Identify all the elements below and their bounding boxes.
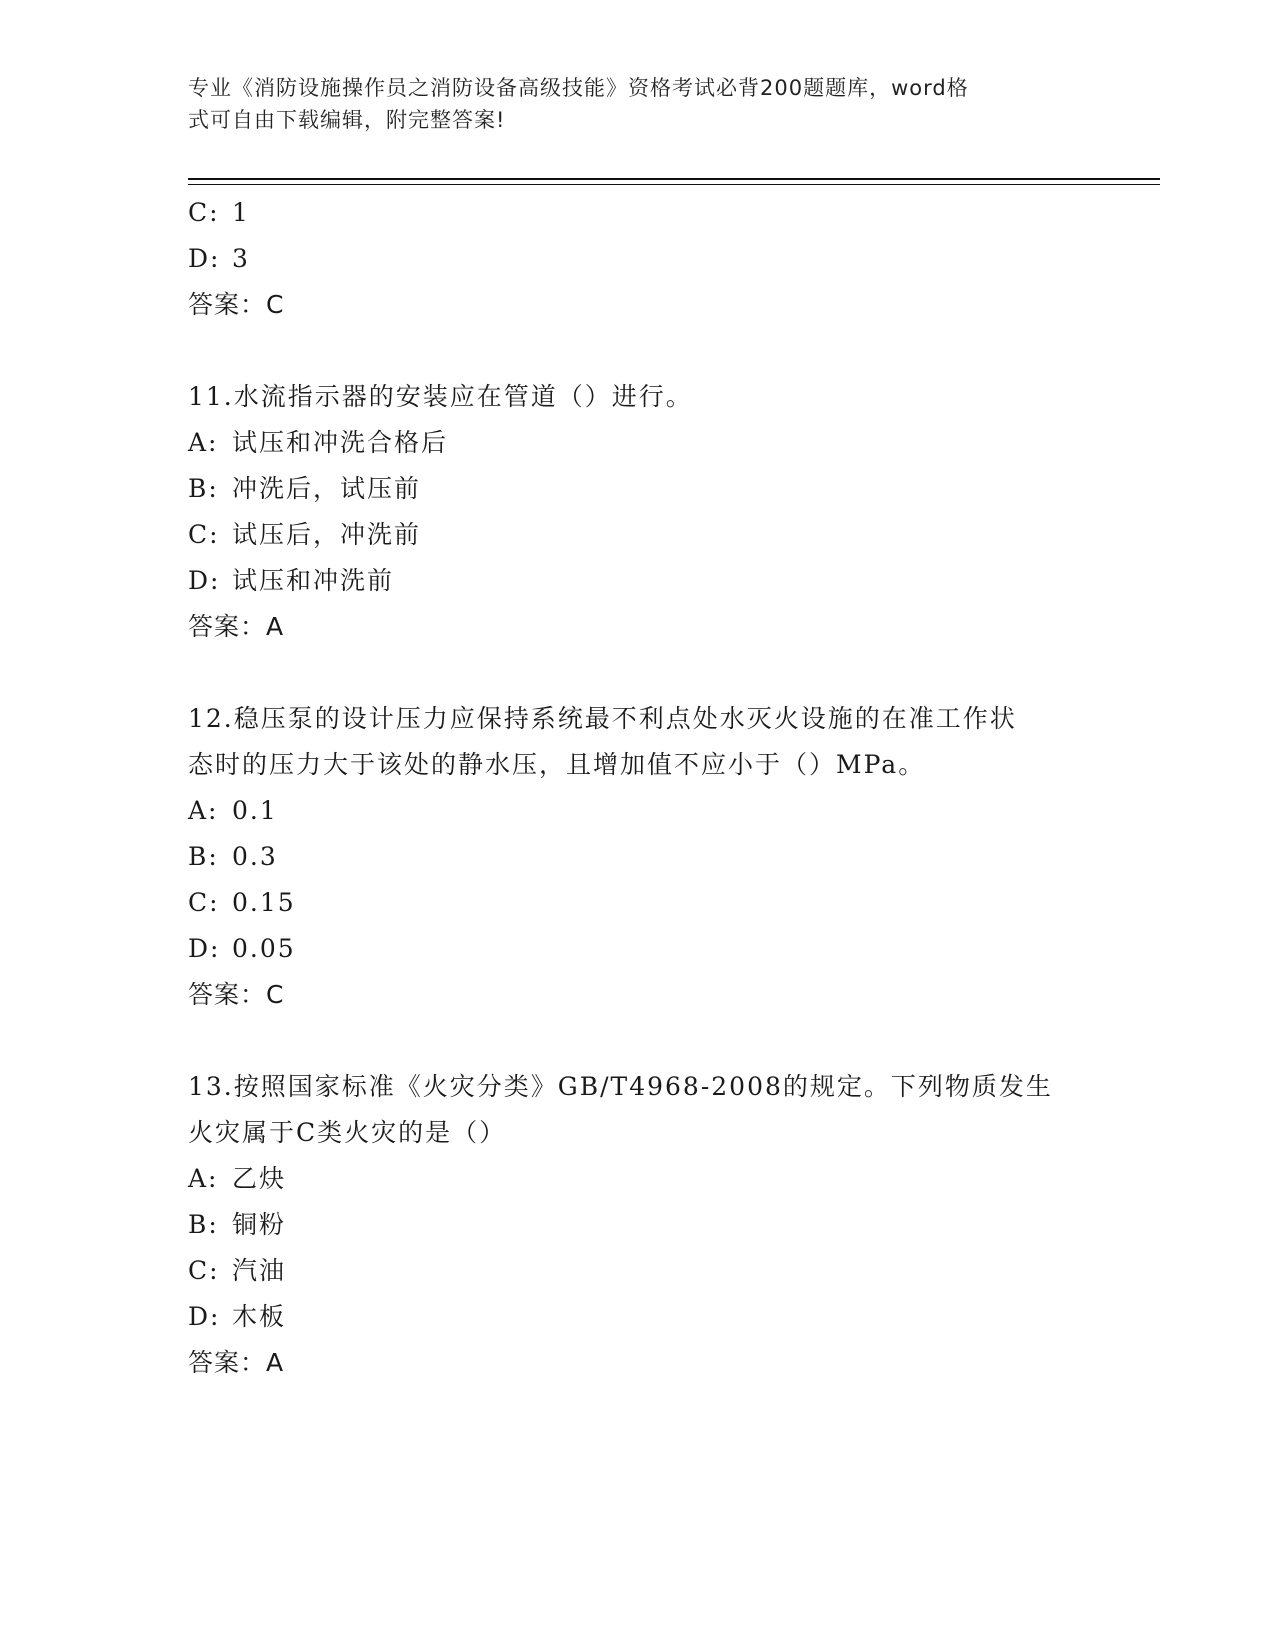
option-d [188,236,1088,282]
spacer [188,328,1088,374]
option-key: C: [188,888,220,917]
option-text: 3 [232,244,250,273]
question-text-line-1: 12.稳压泵的设计压力应保持系统最不利点处水灭火设施的在准工作状 [188,704,1017,733]
option-c [188,512,1088,558]
question-text-line-2: 火灾属于C类火灾的是（） [188,1118,507,1147]
header-title-line-1: 专业《消防设施操作员之消防设备高级技能》资格考试必背200题题库，word格 [188,76,969,100]
option-text: 试压和冲洗前 [232,566,395,595]
document-header [188,72,1068,136]
question-text-line-2: 态时的压力大于该处的静水压，且增加值不应小于（）MPa。 [188,750,926,779]
question-text-line-1: 13.按照国家标准《火灾分类》GB/T4968-2008的规定。下列物质发生 [188,1072,1053,1101]
option-a [188,1156,1088,1202]
option-text: 乙炔 [232,1164,287,1193]
option-key: C: [188,520,220,549]
option-a [188,788,1088,834]
option-text: 1 [232,198,250,227]
spacer [188,1018,1088,1064]
option-key: D: [188,244,221,273]
option-text: 汽油 [232,1256,287,1285]
header-divider-thick [188,178,1160,180]
question-list [188,190,1088,1386]
option-text: 试压和冲洗合格后 [232,428,449,457]
option-key: C: [188,1256,220,1285]
option-key: C: [188,198,220,227]
answer-line: 答案：A [188,1348,285,1377]
option-text: 0.05 [232,934,296,963]
option-key: B: [188,1210,219,1239]
option-text: 冲洗后，试压前 [232,474,422,503]
question-text: 11.水流指示器的安装应在管道（）进行。 [188,382,693,411]
option-c [188,190,1088,236]
option-a [188,420,1088,466]
option-text: 0.3 [232,842,278,871]
question-block-prev [188,190,1088,328]
option-key: A: [188,796,219,825]
option-d [188,1294,1088,1340]
option-key: B: [188,474,219,503]
option-text: 木板 [232,1302,287,1331]
option-c [188,880,1088,926]
option-key: A: [188,428,219,457]
answer-line: 答案：A [188,612,285,641]
answer-line: 答案：C [188,290,285,319]
option-d [188,926,1088,972]
question-block-13 [188,1064,1088,1386]
option-b [188,466,1088,512]
question-block-12 [188,696,1088,1018]
option-key: B: [188,842,219,871]
option-c [188,1248,1088,1294]
option-text: 0.1 [232,796,278,825]
option-key: A: [188,1164,219,1193]
answer-line: 答案：C [188,980,285,1009]
option-key: D: [188,934,221,963]
option-text: 试压后，冲洗前 [232,520,422,549]
option-d [188,558,1088,604]
option-b [188,1202,1088,1248]
option-key: D: [188,1302,221,1331]
spacer [188,650,1088,696]
option-text: 铜粉 [232,1210,287,1239]
question-block-11 [188,374,1088,650]
option-key: D: [188,566,221,595]
header-title-line-2: 式可自由下载编辑，附完整答案! [188,108,506,132]
header-divider-thin [188,184,1160,185]
option-b [188,834,1088,880]
option-text: 0.15 [232,888,296,917]
